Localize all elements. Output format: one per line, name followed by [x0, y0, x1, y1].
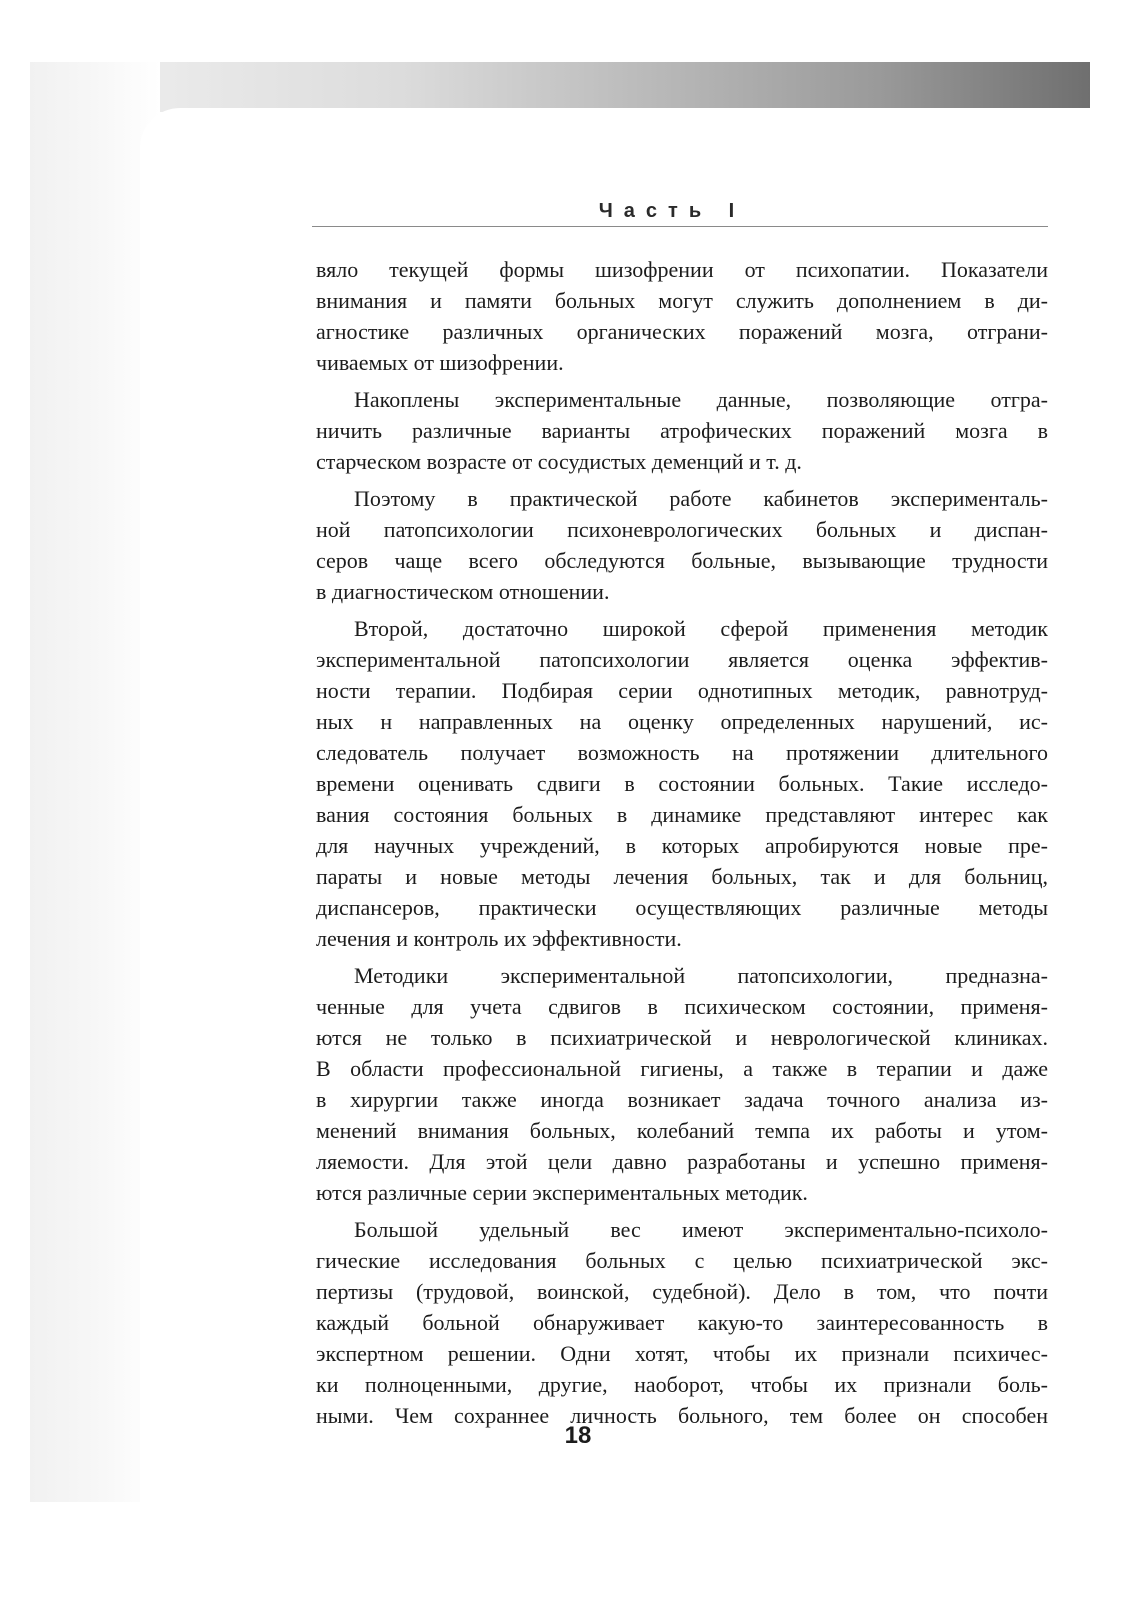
paragraph-6	[316, 1214, 1048, 1431]
text-line: экспериментальной патопсихологии является оценка эффектив-	[316, 647, 1048, 672]
text-line: ются не только в психиатрической и неврологической клиниках.	[316, 1025, 1048, 1050]
paragraph-3	[316, 483, 1048, 607]
text-line: параты и новые методы лечения больных, так и для больниц,	[316, 864, 1048, 889]
text-line: В области профессиональной гигиены, а также в терапии и даже	[316, 1056, 1048, 1081]
text-line: гические исследования больных с целью психиатрической экс-	[316, 1248, 1048, 1273]
text-line: старческом возрасте от сосудистых деменций и т. д.	[316, 449, 802, 474]
text-line: ных н направленных на оценку определенных нарушений, ис-	[316, 709, 1048, 734]
text-line: вания состояния больных в динамике представляют интерес как	[316, 802, 1048, 827]
text-line: диспансеров, практически осуществляющих различные методы	[316, 895, 1048, 920]
text-line: ляемости. Для этой цели давно разработаны и успешно применя-	[316, 1149, 1048, 1174]
text-line: экспертном решении. Одни хотят, чтобы их признали психичес-	[316, 1341, 1048, 1366]
paragraph-1	[316, 254, 1048, 378]
paragraph-4	[316, 613, 1048, 954]
text-line: ности терапии. Подбирая серии однотипных методик, равнотруд-	[316, 678, 1048, 703]
text-line: вяло текущей формы шизофрении от психопатии. Показатели	[316, 257, 1048, 282]
text-line: в хирургии также иногда возникает задача точного анализа из-	[316, 1087, 1048, 1112]
text-line: менений внимания больных, колебаний темпа их работы и утом-	[316, 1118, 1048, 1143]
text-line: Второй, достаточно широкой сферой применения методик	[354, 616, 1048, 641]
text-line: Методики экспериментальной патопсихологии, предназна-	[354, 963, 1048, 988]
paragraph-2	[316, 384, 1048, 477]
scan-shadow-top	[30, 62, 1090, 112]
text-line: Накоплены экспериментальные данные, позволяющие отгра-	[354, 387, 1048, 412]
text-line: ничить различные варианты атрофических поражений мозга в	[316, 418, 1048, 443]
paragraph-5	[316, 960, 1048, 1208]
text-line: Большой удельный вес имеют экспериментально-психоло-	[354, 1217, 1048, 1242]
text-line: ки полноценными, другие, наоборот, чтобы их признали боль-	[316, 1372, 1048, 1397]
running-head-text: Часть I	[598, 200, 746, 222]
text-line: в диагностическом отношении.	[316, 579, 610, 604]
text-line: ченные для учета сдвигов в психическом состоянии, применя-	[316, 994, 1048, 1019]
text-line: серов чаще всего обследуются больные, вызывающие трудности	[316, 548, 1048, 573]
page-number: 18	[564, 1422, 592, 1449]
text-line: следователь получает возможность на протяжении длительного	[316, 740, 1048, 765]
text-line: лечения и контроль их эффективности.	[316, 926, 682, 951]
body-text	[316, 254, 1048, 1431]
text-line: ются различные серии экспериментальных методик.	[316, 1180, 808, 1205]
text-line: пертизы (трудовой, воинской, судебной). Дело в том, что почти	[316, 1279, 1048, 1304]
text-line: каждый больной обнаруживает какую-то заинтересованность в	[316, 1310, 1048, 1335]
text-line: для научных учреждений, в которых апробируются новые пре-	[316, 833, 1048, 858]
text-line: Поэтому в практической работе кабинетов эксперименталь-	[354, 486, 1048, 511]
text-line: ной патопсихологии психоневрологических больных и диспан-	[316, 517, 1048, 542]
text-line: чиваемых от шизофрении.	[316, 350, 564, 375]
text-line: внимания и памяти больных могут служить дополнением в ди-	[316, 288, 1048, 313]
running-head	[312, 196, 1048, 227]
text-line: агностике различных органических поражений мозга, отграни-	[316, 319, 1048, 344]
text-line: времени оценивать сдвиги в состоянии больных. Такие исследо-	[316, 771, 1048, 796]
text-line: ными. Чем сохраннее личность больного, тем более он способен	[316, 1403, 1048, 1428]
